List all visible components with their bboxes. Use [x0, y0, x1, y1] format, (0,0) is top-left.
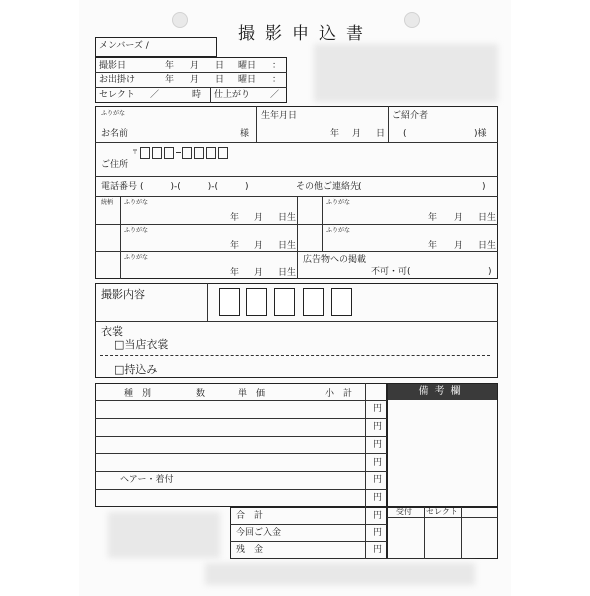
born-label: 日生	[478, 213, 497, 223]
binding-hole	[404, 12, 420, 28]
relation-label: 続柄	[101, 199, 114, 206]
yen-label: 円	[373, 422, 383, 432]
content-box	[303, 288, 324, 316]
furigana-label: ふりがな	[326, 199, 351, 206]
shoot-content-label: 撮影内容	[101, 288, 145, 301]
month-label: 月	[254, 268, 264, 278]
day-label: 日	[376, 129, 386, 139]
furigana-label: ふりがな	[124, 199, 149, 206]
referrer-label: ご紹介者	[392, 111, 429, 121]
col-qty: 数	[196, 389, 206, 399]
year-label: 年	[230, 241, 240, 251]
month-label: 月	[190, 75, 200, 85]
select-stamp-label: セレクト	[426, 507, 458, 516]
born-label: 日生	[278, 241, 297, 251]
year-label: 年	[165, 75, 175, 85]
year-label: 年	[428, 241, 438, 251]
birthdate-label: 生年月日	[261, 111, 298, 121]
year-label: 年	[330, 129, 340, 139]
year-label: 年	[230, 213, 240, 223]
content-box	[274, 288, 295, 316]
content-box	[246, 288, 267, 316]
born-label: 日生	[478, 241, 497, 251]
col-subtotal: 小 計	[325, 389, 353, 399]
month-label: 月	[254, 213, 264, 223]
remarks-header: 備考欄	[388, 384, 497, 400]
total-label: 合 計	[236, 511, 264, 521]
form-title: 撮影申込書	[238, 24, 373, 44]
yen-label: 円	[373, 511, 383, 521]
blurred-area	[314, 44, 498, 102]
outing-label: お出掛け	[99, 75, 136, 85]
year-label: 年	[230, 268, 240, 278]
sama-label: 様	[240, 129, 250, 139]
address-label: ご住所	[101, 160, 129, 170]
hair-label: ヘアー・着付	[120, 475, 174, 485]
born-label: 日生	[278, 213, 297, 223]
balance-label: 残 金	[236, 545, 264, 555]
received-label: 受付	[396, 507, 412, 516]
day-label: 日	[215, 75, 225, 85]
colon: ：	[272, 61, 282, 71]
month-label: 月	[454, 213, 464, 223]
col-price: 単 価	[238, 389, 266, 399]
month-label: 月	[352, 129, 362, 139]
blurred-area	[205, 563, 475, 585]
members-label: メンバーズ /	[99, 41, 149, 51]
slash: ／	[270, 90, 280, 100]
content-box	[331, 288, 352, 316]
divider	[100, 355, 490, 356]
yen-label: 円	[373, 493, 383, 503]
year-label: 年	[165, 61, 175, 71]
ad-publish-label: 広告物への掲載	[303, 255, 367, 265]
binding-hole	[172, 12, 188, 28]
finish-label: 仕上がり	[214, 90, 251, 100]
yen-label: 円	[373, 475, 383, 485]
yen-label: 円	[373, 404, 383, 414]
slash: ／	[150, 90, 160, 100]
ad-options: 不可・可(	[371, 267, 411, 277]
name-label: お名前	[101, 129, 129, 139]
deposit-label: 今回ご入金	[236, 528, 282, 538]
weekday-label: 曜日	[238, 75, 257, 85]
paren-open: (	[358, 182, 362, 192]
born-label: 日生	[278, 268, 297, 278]
furigana-label: ふりがな	[326, 227, 351, 234]
remarks-box	[387, 383, 498, 507]
select-label: セレクト	[99, 90, 135, 100]
month-label: 月	[454, 241, 464, 251]
furigana-label: ふりがな	[124, 254, 149, 261]
phone-format: ( )-( )-( )	[140, 182, 249, 192]
yen-label: 円	[373, 528, 383, 538]
furigana-label: ふりがな	[101, 110, 126, 117]
referrer-close: )様	[474, 129, 487, 139]
costume-store-option: □当店衣裳	[114, 338, 169, 351]
postal-mark: 〒	[132, 149, 139, 156]
paren-close: )	[488, 267, 492, 277]
phone-label: 電話番号	[101, 182, 138, 192]
furigana-label: ふりがな	[124, 227, 149, 234]
shoot-date-label: 撮影日	[99, 61, 127, 71]
content-box	[219, 288, 240, 316]
costume-bring-option: □持込み	[114, 363, 158, 376]
yen-label: 円	[373, 440, 383, 450]
referrer-paren: (	[403, 129, 407, 139]
day-label: 日	[215, 61, 225, 71]
time-label: 時	[192, 90, 202, 100]
yen-label: 円	[373, 458, 383, 468]
paren-close: )	[482, 182, 486, 192]
colon: ：	[272, 75, 282, 85]
costume-label: 衣裳	[101, 325, 123, 338]
weekday-label: 曜日	[238, 61, 257, 71]
other-contact-label: その他ご連絡先	[296, 182, 360, 192]
month-label: 月	[254, 241, 264, 251]
yen-label: 円	[373, 545, 383, 555]
month-label: 月	[190, 61, 200, 71]
blurred-area	[108, 512, 220, 558]
year-label: 年	[428, 213, 438, 223]
col-type: 種 別	[124, 389, 152, 399]
